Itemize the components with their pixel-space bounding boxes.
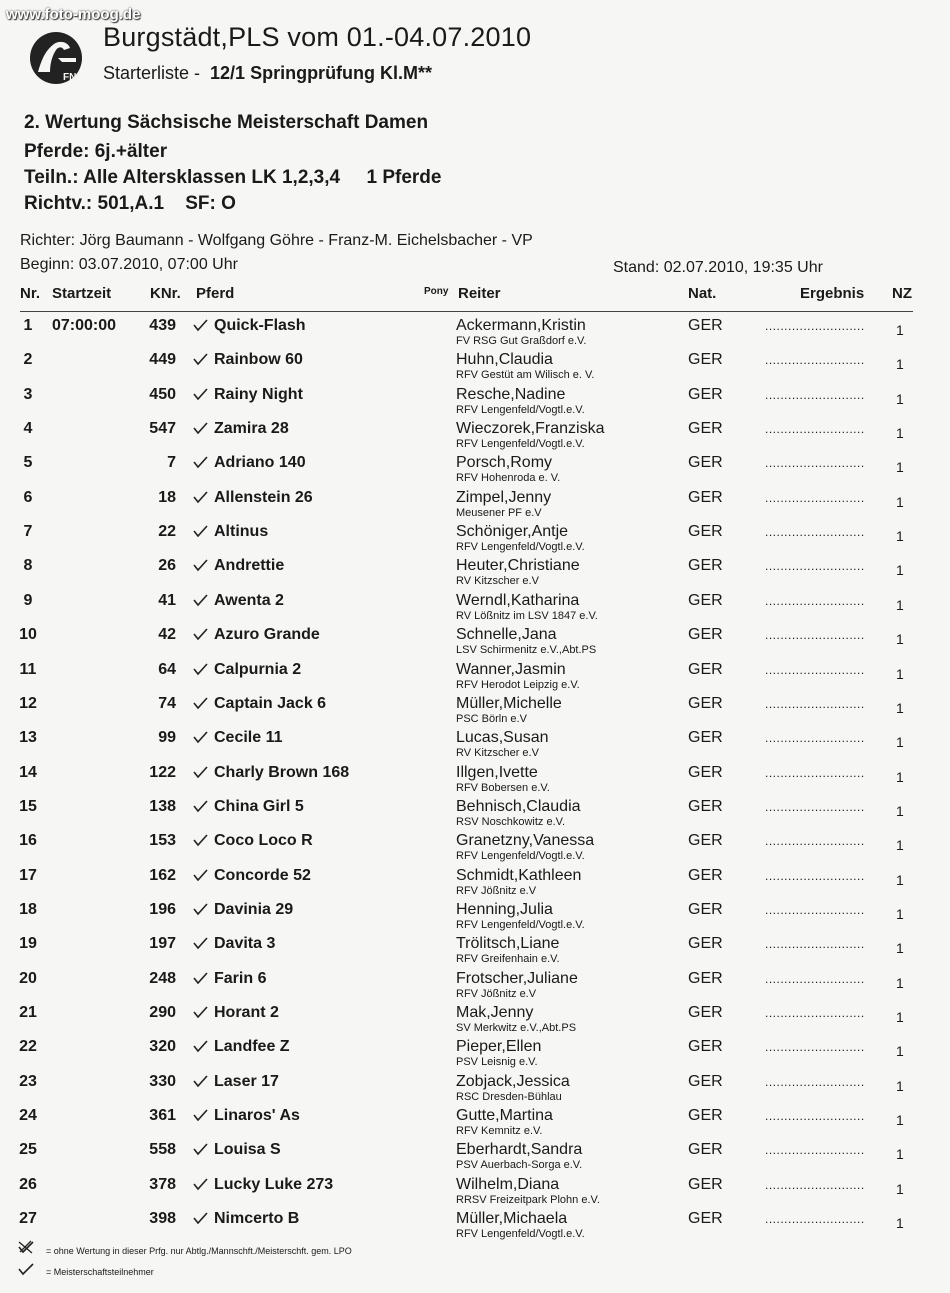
- row-nr: 18: [19, 900, 37, 918]
- table-row: [0, 970, 950, 1004]
- table-row: [0, 1210, 950, 1244]
- table-row: [0, 661, 950, 695]
- row-nr: 23: [19, 1072, 37, 1090]
- row-result-blank: ..........................: [765, 353, 865, 368]
- row-club: RFV Kemnitz e.V.: [456, 1125, 543, 1138]
- row-knr: 22: [158, 523, 176, 541]
- championship-check-icon: [192, 1211, 208, 1225]
- table-row: [0, 489, 950, 523]
- row-nz: 1: [896, 1215, 904, 1232]
- row-horse: Farin 6: [214, 969, 267, 987]
- row-horse: Adriano 140: [214, 454, 306, 472]
- row-horse: Zamira 28: [214, 420, 289, 438]
- row-nat: GER: [688, 1210, 723, 1228]
- row-nr: 7: [23, 523, 33, 541]
- row-knr: 290: [149, 1004, 176, 1021]
- row-nr: 9: [23, 591, 33, 609]
- row-nat: GER: [688, 626, 723, 644]
- row-result-blank: ..........................: [765, 731, 865, 746]
- championship-check-icon: [192, 1142, 208, 1156]
- row-knr: 449: [149, 351, 176, 369]
- richtverfahren-info: Richtv.: 501,A.1 SF: O: [24, 193, 236, 214]
- row-nz: 1: [896, 734, 904, 751]
- row-horse: Landfee Z: [214, 1038, 290, 1056]
- row-rider: Pieper,Ellen: [456, 1038, 542, 1056]
- championship-check-icon: [192, 696, 208, 710]
- championship-check-icon: [192, 455, 208, 469]
- row-nz: 1: [896, 837, 904, 854]
- row-result-blank: ..........................: [765, 559, 865, 574]
- row-nat: GER: [688, 351, 723, 369]
- row-club: RFV Herodot Leipzig e.V.: [456, 678, 580, 691]
- table-row: [0, 1141, 950, 1175]
- table-row: [0, 798, 950, 832]
- table-row: [0, 867, 950, 901]
- row-result-blank: ..........................: [765, 834, 865, 849]
- row-nat: GER: [688, 969, 723, 987]
- row-nat: GER: [688, 832, 723, 850]
- row-result-blank: ..........................: [765, 696, 865, 711]
- championship-check-icon: [192, 558, 208, 572]
- row-nat: GER: [688, 729, 723, 747]
- row-nat: GER: [688, 763, 723, 781]
- row-rider: Wanner,Jasmin: [456, 660, 566, 678]
- watermark: www.foto-moog.de: [6, 6, 141, 23]
- row-nr: 3: [23, 385, 33, 403]
- row-club: RFV Lengenfeld/Vogtl.e.V.: [456, 918, 585, 931]
- row-nr: 21: [19, 1004, 37, 1021]
- row-nat: GER: [688, 557, 723, 575]
- row-result-blank: ..........................: [765, 1109, 865, 1124]
- row-nat: GER: [688, 1175, 723, 1193]
- row-nr: 12: [19, 694, 37, 712]
- row-horse: Allenstein 26: [214, 488, 313, 506]
- table-row: [0, 351, 950, 385]
- row-nr: 14: [19, 763, 37, 781]
- row-horse: Captain Jack 6: [214, 694, 327, 712]
- row-nat: GER: [688, 385, 723, 403]
- row-rider: Illgen,Ivette: [456, 763, 538, 781]
- row-result-blank: ..........................: [765, 1006, 865, 1020]
- row-club: PSC Börln e.V: [456, 712, 527, 725]
- row-nz: 1: [896, 1146, 904, 1163]
- row-knr: 547: [149, 420, 176, 438]
- row-rider: Schöniger,Antje: [456, 523, 569, 541]
- row-nz: 1: [896, 631, 904, 648]
- richter-info: Richter: Jörg Baumann - Wolfgang Göhre - Franz-M. Eichelsbacher - VP: [20, 232, 533, 249]
- table-row: [0, 386, 950, 420]
- row-nr: 11: [19, 660, 37, 678]
- championship-check-icon: [192, 318, 208, 332]
- row-result-blank: ..........................: [765, 422, 865, 437]
- championship-check-icon: [192, 799, 208, 813]
- row-rider: Porsch,Romy: [456, 454, 553, 472]
- row-nr: 1: [23, 317, 33, 334]
- row-rider: Müller,Michelle: [456, 694, 562, 712]
- row-nat: GER: [688, 694, 723, 712]
- svg-text:FN: FN: [63, 72, 77, 83]
- row-nr: 27: [19, 1210, 37, 1228]
- row-rider: Zimpel,Jenny: [456, 488, 552, 506]
- row-nat: GER: [688, 1004, 723, 1021]
- row-horse: Concorde 52: [214, 866, 311, 884]
- table-row: [0, 695, 950, 729]
- row-horse: Rainy Night: [214, 385, 303, 403]
- row-nat: GER: [688, 1107, 723, 1125]
- table-row: [0, 901, 950, 935]
- row-club: RV Lößnitz im LSV 1847 e.V.: [456, 609, 598, 622]
- row-rider: Werndl,Katharina: [456, 591, 580, 609]
- row-nz: 1: [896, 768, 904, 785]
- row-club: LSV Schirmenitz e.V.,Abt.PS: [456, 644, 597, 657]
- row-nr: 6: [23, 488, 33, 506]
- row-nr: 16: [19, 832, 37, 850]
- row-nz: 1: [896, 1112, 904, 1129]
- col-knr: KNr.: [150, 285, 181, 302]
- row-horse: Davinia 29: [214, 900, 294, 918]
- row-nr: 8: [23, 557, 33, 575]
- crossed-check-icon: [17, 1240, 35, 1254]
- row-nz: 1: [896, 562, 904, 579]
- table-row: [0, 454, 950, 488]
- championship-check-icon: [192, 765, 208, 779]
- row-result-blank: ..........................: [765, 456, 865, 471]
- row-nz: 1: [896, 940, 904, 957]
- row-knr: 74: [158, 694, 176, 712]
- row-rider: Lucas,Susan: [456, 729, 549, 747]
- row-horse: Nimcerto B: [214, 1210, 300, 1228]
- row-result-blank: ..........................: [765, 387, 865, 402]
- row-horse: Azuro Grande: [214, 626, 320, 644]
- row-horse: Horant 2: [214, 1004, 279, 1021]
- championship-check-icon: [192, 902, 208, 916]
- table-row: [0, 1073, 950, 1107]
- row-nr: 22: [19, 1038, 37, 1056]
- row-knr: 64: [158, 660, 176, 678]
- row-nr: 2: [23, 351, 33, 369]
- row-nz: 1: [896, 459, 904, 476]
- row-rider: Ackermann,Kristin: [456, 317, 586, 334]
- row-knr: 378: [149, 1175, 176, 1193]
- row-nz: 1: [896, 974, 904, 991]
- row-nz: 1: [896, 322, 904, 338]
- row-knr: 162: [149, 866, 176, 884]
- row-nr: 24: [19, 1107, 37, 1125]
- table-row: [0, 592, 950, 626]
- row-nz: 1: [896, 390, 904, 407]
- championship-check-icon: [192, 421, 208, 435]
- row-knr: 197: [149, 935, 176, 953]
- championship-check-icon: [192, 387, 208, 401]
- championship-check-icon: [192, 352, 208, 366]
- championship-check-icon: [192, 971, 208, 985]
- row-club: RFV Lengenfeld/Vogtl.e.V.: [456, 403, 585, 416]
- row-club: Meusener PF e.V: [456, 506, 542, 519]
- row-result-blank: ..........................: [765, 902, 865, 917]
- championship-check-icon: [192, 833, 208, 847]
- col-pferd: Pferd: [196, 285, 235, 302]
- row-horse: Charly Brown 168: [214, 763, 350, 781]
- row-nr: 15: [19, 797, 37, 815]
- row-result-blank: ..........................: [765, 937, 865, 952]
- row-nz: 1: [896, 528, 904, 545]
- row-result-blank: ..........................: [765, 1212, 865, 1227]
- row-nr: 26: [19, 1175, 37, 1193]
- row-nz: 1: [896, 1009, 904, 1025]
- row-horse: Cecile 11: [214, 729, 283, 747]
- row-result-blank: ..........................: [765, 1074, 865, 1089]
- row-horse: Calpurnia 2: [214, 660, 302, 678]
- row-nat: GER: [688, 523, 723, 541]
- row-horse: Andrettie: [214, 557, 285, 575]
- row-rider: Henning,Julia: [456, 900, 553, 918]
- championship-check-icon: [192, 1074, 208, 1088]
- row-rider: Wilhelm,Diana: [456, 1175, 560, 1193]
- row-rider: Zobjack,Jessica: [456, 1072, 570, 1090]
- row-nat: GER: [688, 1072, 723, 1090]
- row-knr: 320: [149, 1038, 176, 1056]
- row-nz: 1: [896, 425, 904, 442]
- row-horse: Coco Loco R: [214, 832, 313, 850]
- check-icon: [17, 1262, 35, 1276]
- row-horse: Davita 3: [214, 935, 276, 953]
- row-horse: Linaros' As: [214, 1107, 300, 1125]
- row-nat: GER: [688, 420, 723, 438]
- pferde-info: Pferde: 6j.+älter: [24, 141, 168, 162]
- row-club: RSV Noschkowitz e.V.: [456, 815, 566, 828]
- table-row: [0, 832, 950, 866]
- row-nz: 1: [896, 1043, 904, 1060]
- championship-check-icon: [192, 593, 208, 607]
- row-rider: Schnelle,Jana: [456, 626, 557, 644]
- championship-check-icon: [192, 730, 208, 744]
- row-nr: 25: [19, 1141, 37, 1159]
- championship-check-icon: [192, 524, 208, 538]
- championship-check-icon: [192, 1108, 208, 1122]
- row-rider: Schmidt,Kathleen: [456, 866, 582, 884]
- row-knr: 398: [149, 1210, 176, 1228]
- col-pony: Pony: [424, 286, 449, 297]
- row-knr: 196: [149, 900, 176, 918]
- subtitle: [103, 63, 432, 84]
- beginn-info: Beginn: 03.07.2010, 07:00 Uhr: [20, 256, 238, 273]
- championship-check-icon: [192, 868, 208, 882]
- row-club: RFV Gestüt am Wilisch e. V.: [456, 369, 595, 382]
- row-rider: Frotscher,Juliane: [456, 969, 578, 987]
- table-row: [0, 1004, 950, 1038]
- row-knr: 450: [149, 385, 176, 403]
- championship-check-icon: [192, 1177, 208, 1191]
- competition-name: 12/1 Springprüfung Kl.M**: [210, 63, 433, 83]
- row-nat: GER: [688, 1038, 723, 1056]
- teilnehmer-info: Teiln.: Alle Altersklassen LK 1,2,3,4 1 Pferde: [24, 167, 442, 188]
- table-row: [0, 626, 950, 660]
- row-club: PSV Leisnig e.V.: [456, 1056, 538, 1069]
- page-title: Burgstädt,PLS vom 01.-04.07.2010: [103, 22, 532, 52]
- championship-check-icon: [192, 627, 208, 641]
- row-club: FV RSG Gut Graßdorf e.V.: [456, 335, 587, 347]
- table-row: [0, 317, 950, 351]
- row-nat: GER: [688, 488, 723, 506]
- row-result-blank: ..........................: [765, 1177, 865, 1192]
- row-nz: 1: [896, 665, 904, 682]
- row-club: RFV Lengenfeld/Vogtl.e.V.: [456, 541, 585, 554]
- row-nz: 1: [896, 1077, 904, 1094]
- row-rider: Wieczorek,Franziska: [456, 420, 605, 438]
- row-result-blank: ..........................: [765, 662, 865, 677]
- row-rider: Behnisch,Claudia: [456, 797, 581, 815]
- row-club: RFV Hohenroda e. V.: [456, 472, 561, 485]
- row-club: RV Kitzscher e.V: [456, 747, 539, 760]
- row-club: RFV Greifenhain e.V.: [456, 953, 560, 966]
- championship-check-icon: [192, 1039, 208, 1053]
- row-knr: 42: [158, 626, 176, 644]
- row-club: RFV Lengenfeld/Vogtl.e.V.: [456, 1228, 585, 1241]
- header-rule: [20, 311, 913, 312]
- row-knr: 248: [149, 969, 176, 987]
- table-row: [0, 1176, 950, 1210]
- row-rider: Eberhardt,Sandra: [456, 1141, 583, 1159]
- col-reiter: Reiter: [458, 285, 501, 302]
- row-nz: 1: [896, 596, 904, 613]
- row-nz: 1: [896, 871, 904, 888]
- table-row: [0, 523, 950, 557]
- row-result-blank: ..........................: [765, 319, 865, 333]
- row-nat: GER: [688, 591, 723, 609]
- table-row: [0, 1038, 950, 1072]
- row-nz: 1: [896, 802, 904, 819]
- row-knr: 7: [167, 454, 176, 472]
- row-knr: 26: [158, 557, 176, 575]
- row-horse: Louisa S: [214, 1141, 281, 1159]
- col-ergebnis: Ergebnis: [800, 285, 865, 302]
- legend-crossed: = ohne Wertung in dieser Prfg. nur Abtlg./Mannschft./Meisterschft. gem. LPO: [46, 1246, 352, 1256]
- row-nr: 5: [23, 454, 33, 472]
- row-horse: Rainbow 60: [214, 351, 303, 369]
- championship-check-icon: [192, 1005, 208, 1019]
- row-club: RFV Lengenfeld/Vogtl.e.V.: [456, 850, 585, 863]
- row-nr: 20: [19, 969, 37, 987]
- row-rider: Huhn,Claudia: [456, 351, 553, 369]
- row-knr: 122: [149, 763, 176, 781]
- row-club: RRSV Freizeitpark Plohn e.V.: [456, 1193, 600, 1206]
- row-result-blank: ..........................: [765, 1143, 865, 1158]
- row-nr: 13: [19, 729, 37, 747]
- row-nr: 19: [19, 935, 37, 953]
- row-club: RFV Bobersen e.V.: [456, 781, 550, 794]
- row-club: RSC Dresden-Bühlau: [456, 1090, 562, 1103]
- row-rider: Müller,Michaela: [456, 1210, 568, 1228]
- row-horse: China Girl 5: [214, 797, 304, 815]
- row-club: RFV Jößnitz e.V: [456, 987, 537, 1000]
- row-result-blank: ..........................: [765, 765, 865, 780]
- row-nr: 10: [19, 626, 37, 644]
- row-horse: Laser 17: [214, 1072, 279, 1090]
- col-nat: Nat.: [688, 285, 717, 302]
- row-nat: GER: [688, 317, 723, 334]
- row-nat: GER: [688, 935, 723, 953]
- row-result-blank: ..........................: [765, 628, 865, 643]
- row-result-blank: ..........................: [765, 1040, 865, 1055]
- table-row: [0, 935, 950, 969]
- row-nz: 1: [896, 1180, 904, 1197]
- row-knr: 41: [158, 591, 176, 609]
- row-nz: 1: [896, 905, 904, 922]
- row-horse: Lucky Luke 273: [214, 1175, 334, 1193]
- row-knr: 153: [149, 832, 176, 850]
- row-nr: 4: [23, 420, 33, 438]
- table-row: [0, 1107, 950, 1141]
- row-result-blank: ..........................: [765, 971, 865, 986]
- list-label: Starterliste -: [103, 63, 201, 83]
- row-knr: 18: [158, 488, 176, 506]
- row-nat: GER: [688, 1141, 723, 1159]
- fn-logo: [28, 28, 84, 88]
- row-nat: GER: [688, 900, 723, 918]
- row-knr: 558: [149, 1141, 176, 1159]
- row-nz: 1: [896, 699, 904, 716]
- row-nat: GER: [688, 866, 723, 884]
- row-nr: 17: [19, 866, 37, 884]
- row-club: RFV Jößnitz e.V: [456, 884, 537, 897]
- table-row: [0, 764, 950, 798]
- championship-check-icon: [192, 662, 208, 676]
- championship-check-icon: [192, 936, 208, 950]
- table-row: [0, 729, 950, 763]
- row-club: PSV Auerbach-Sorga e.V.: [456, 1159, 583, 1172]
- row-nat: GER: [688, 454, 723, 472]
- championship-check-icon: [192, 490, 208, 504]
- legend-check: = Meisterschaftsteilnehmer: [46, 1267, 154, 1277]
- row-rider: Gutte,Martina: [456, 1107, 553, 1125]
- row-knr: 138: [149, 797, 176, 815]
- col-nz: NZ: [892, 285, 912, 302]
- row-result-blank: ..........................: [765, 868, 865, 883]
- stand-info: Stand: 02.07.2010, 19:35 Uhr: [613, 259, 823, 276]
- table-row: [0, 557, 950, 591]
- row-rider: Granetzny,Vanessa: [456, 832, 595, 850]
- row-rider: Heuter,Christiane: [456, 557, 580, 575]
- row-horse: Altinus: [214, 523, 269, 541]
- row-rider: Trölitsch,Liane: [456, 935, 560, 953]
- row-knr: 439: [149, 317, 176, 334]
- row-knr: 99: [158, 729, 176, 747]
- row-nat: GER: [688, 797, 723, 815]
- row-rider: Mak,Jenny: [456, 1004, 534, 1021]
- row-startzeit: 07:00:00: [52, 317, 117, 334]
- row-horse: Awenta 2: [214, 591, 284, 609]
- row-club: RFV Lengenfeld/Vogtl.e.V.: [456, 438, 585, 451]
- wertung-heading: 2. Wertung Sächsische Meisterschaft Damen: [24, 112, 429, 133]
- row-result-blank: ..........................: [765, 490, 865, 505]
- col-startzeit: Startzeit: [52, 285, 112, 302]
- row-club: SV Merkwitz e.V.,Abt.PS: [456, 1022, 577, 1034]
- row-nat: GER: [688, 660, 723, 678]
- row-knr: 330: [149, 1072, 176, 1090]
- row-knr: 361: [149, 1107, 176, 1125]
- row-nz: 1: [896, 356, 904, 373]
- col-nr: Nr.: [20, 285, 41, 302]
- row-horse: Quick-Flash: [214, 317, 306, 334]
- row-result-blank: ..........................: [765, 593, 865, 608]
- row-result-blank: ..........................: [765, 525, 865, 540]
- row-nz: 1: [896, 493, 904, 510]
- row-result-blank: ..........................: [765, 799, 865, 814]
- table-row: [0, 420, 950, 454]
- row-club: RV Kitzscher e.V: [456, 575, 539, 588]
- row-rider: Resche,Nadine: [456, 385, 566, 403]
